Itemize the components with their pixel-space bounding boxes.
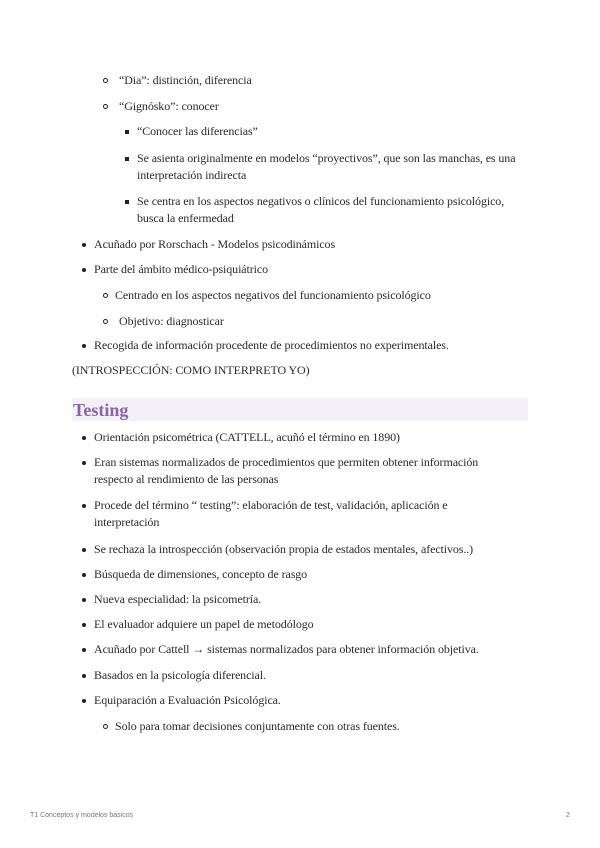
testing-item-eran-line1: Eran sistemas normalizados de procedimientos que permiten obtener información xyxy=(94,455,479,469)
testing-item-solo: Solo para tomar decisiones conjuntamente con otras fuentes. xyxy=(115,719,400,733)
disc-bullet-icon xyxy=(82,598,86,602)
disc-bullet-icon xyxy=(82,268,86,272)
section-heading-testing: Testing xyxy=(73,400,129,420)
circle-bullet-icon xyxy=(103,293,108,298)
footer-title: T1 Conceptos y modelos básicos xyxy=(30,812,134,819)
square-bullet-icon xyxy=(125,130,129,134)
testing-item-procede-line1: Procede del término “ testing”: elaboración de test, validación, aplicación e xyxy=(94,498,448,512)
list-item-conocer-diferencias: “Conocer las diferencias” xyxy=(137,124,258,138)
square-bullet-icon xyxy=(125,200,129,204)
list-item-gignosko: “Gignósko”: conocer xyxy=(119,99,219,113)
list-item-centra-line1: Se centra en los aspectos negativos o clínicos del funcionamiento psicológico, xyxy=(137,194,505,208)
disc-bullet-icon xyxy=(82,674,86,678)
list-item-asienta-line2: interpretación indirecta xyxy=(137,168,247,182)
testing-item-eran-line2: respecto al rendimiento de las personas xyxy=(94,472,279,486)
disc-bullet-icon xyxy=(82,344,86,348)
list-item-ambito: Parte del ámbito médico-psiquiátrico xyxy=(94,262,269,276)
disc-bullet-icon xyxy=(82,461,86,465)
list-item-centra-line2: busca la enfermedad xyxy=(137,211,234,225)
testing-item-procede-line2: interpretación xyxy=(94,515,160,529)
footer-page-number: 2 xyxy=(566,812,570,819)
square-bullet-icon xyxy=(125,157,129,161)
testing-item-orientacion: Orientación psicométrica (CATTELL, acuñó el término en 1890) xyxy=(94,430,400,444)
disc-bullet-icon xyxy=(82,648,86,652)
circle-bullet-icon xyxy=(103,724,108,729)
disc-bullet-icon xyxy=(82,504,86,508)
introspeccion-note: (INTROSPECCIÓN: COMO INTERPRETO YO) xyxy=(72,363,310,377)
list-item-centrado: Centrado en los aspectos negativos del funcionamiento psicológico xyxy=(115,288,431,302)
testing-item-busqueda: Búsqueda de dimensiones, concepto de rasgo xyxy=(94,567,308,581)
heading-background xyxy=(72,398,528,421)
circle-bullet-icon xyxy=(103,104,108,109)
disc-bullet-icon xyxy=(82,548,86,552)
testing-item-evaluador: El evaluador adquiere un papel de metodólogo xyxy=(94,617,314,631)
testing-item-basados: Basados en la psicología diferencial. xyxy=(94,668,266,682)
disc-bullet-icon xyxy=(82,436,86,440)
list-item-recogida: Recogida de información procedente de procedimientos no experimentales. xyxy=(94,338,449,352)
testing-item-cattell: Acuñado por Cattell → sistemas normalizados para obtener información objetiva. xyxy=(94,642,479,656)
disc-bullet-icon xyxy=(82,623,86,627)
disc-bullet-icon xyxy=(82,573,86,577)
testing-item-equiparacion: Equiparación a Evaluación Psicológica. xyxy=(94,693,281,707)
list-item-asienta-line1: Se asienta originalmente en modelos “proyectivos”, que son las manchas, es una xyxy=(137,151,516,165)
testing-item-nueva: Nueva especialidad: la psicometría. xyxy=(94,592,262,606)
circle-bullet-icon xyxy=(103,319,108,324)
disc-bullet-icon xyxy=(82,699,86,703)
disc-bullet-icon xyxy=(82,243,86,247)
circle-bullet-icon xyxy=(103,78,108,83)
list-item-acunado: Acuñado por Rorschach - Modelos psicodinámicos xyxy=(94,237,336,251)
testing-item-rechaza: Se rechaza la introspección (observación propia de estados mentales, afectivos..) xyxy=(94,542,474,556)
list-item-objetivo: Objetivo: diagnosticar xyxy=(119,314,224,328)
list-item-dia: “Dia”: distinción, diferencia xyxy=(119,73,252,87)
